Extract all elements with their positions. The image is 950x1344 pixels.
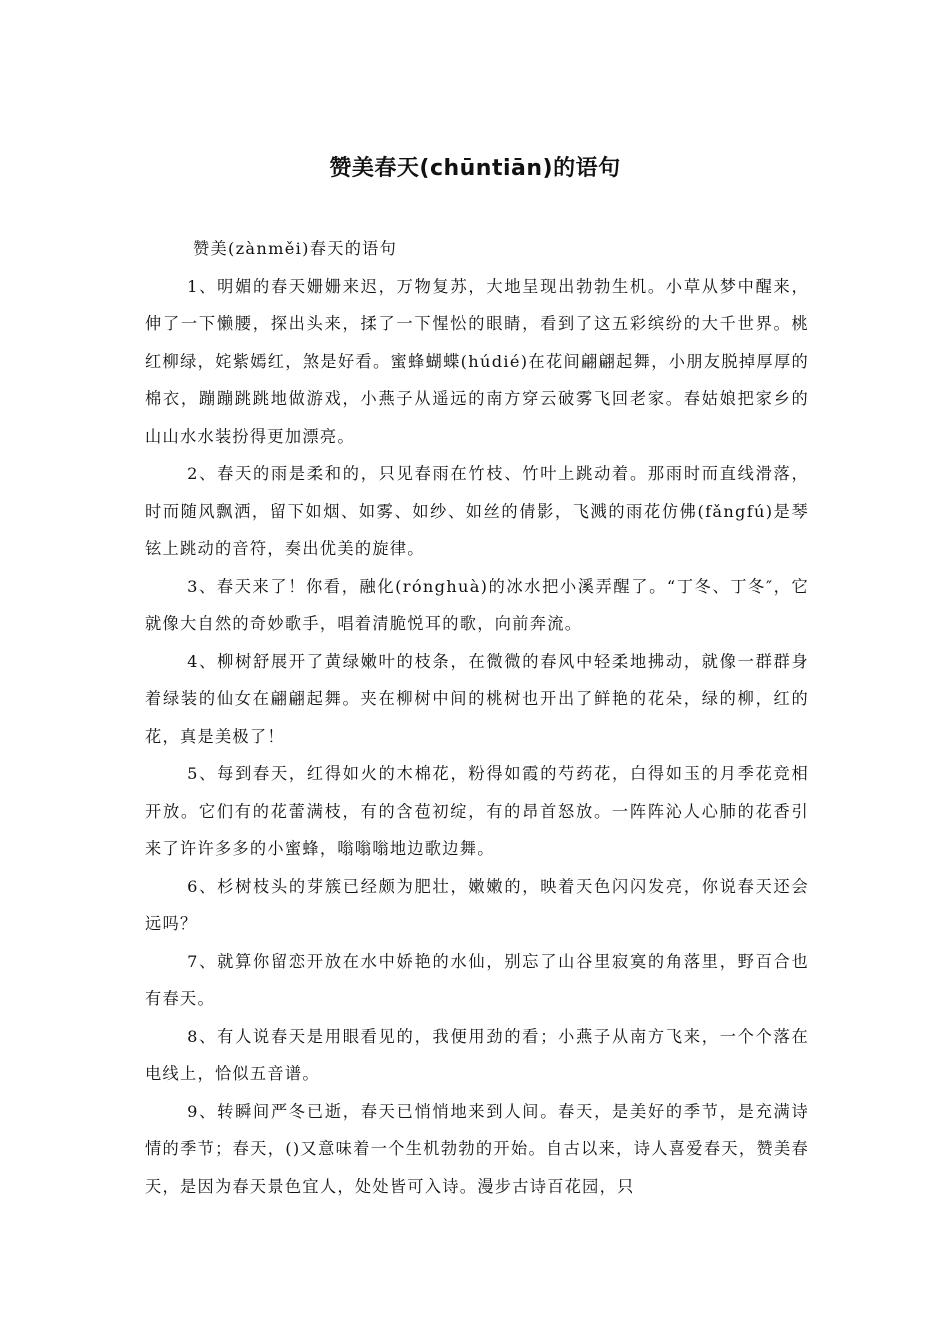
paragraph-4: 4、柳树舒展开了黄绿嫩叶的枝条，在微微的春风中轻柔地拂动，就像一群群身着绿装的仙女在翩翩起舞。夹在柳树中间的桃树也开出了鲜艳的花朵，绿的柳，红的花，真是美极了！ [145,651,809,746]
paragraph-8: 8、有人说春天是用眼看见的，我便用劲的看；小燕子从南方飞来，一个个落在电线上，恰似五音谱。 [145,1026,809,1083]
paragraph-6: 6、杉树枝头的芽簇已经颇为肥壮，嫩嫩的，映着天色闪闪发亮，你说春天还会远吗？ [145,876,809,933]
paragraph-1: 1、明媚的春天姗姗来迟，万物复苏，大地呈现出勃勃生机。小草从梦中醒来，伸了一下懒腰，探出头来，揉了一下惺忪的眼睛，看到了这五彩缤纷的大千世界。桃红柳绿，姹紫嫣红，煞是好看。蜜蜂蝴蝶(húdié)在花间翩翩起舞，小朋友脱掉厚厚的棉衣，蹦蹦跳跳地做游戏，小燕子从遥远的南方穿云破雾飞回老家。春姑娘把家乡的山山水水装扮得更加漂亮。 [145,276,809,446]
paragraph-7: 7、就算你留恋开放在水中娇艳的水仙，别忘了山谷里寂寞的角落里，野百合也有春天。 [145,951,809,1008]
document-subtitle: 赞美(zànměi)春天的语句 [193,239,398,258]
document-title: 赞美春天(chūntiān)的语句 [329,156,621,181]
document-body [145,230,809,1205]
paragraph-3: 3、春天来了！你看，融化(rónghuà)的冰水把小溪弄醒了。“丁冬、丁冬″，它就像大自然的奇妙歌手，唱着清脆悦耳的歌，向前奔流。 [145,576,809,633]
paragraph-9: 9、转瞬间严冬已逝，春天已悄悄地来到人间。春天，是美好的季节，是充满诗情的季节；春天，()又意味着一个生机勃勃的开始。自古以来，诗人喜爱春天，赞美春天，是因为春天景色宜人，处处皆可入诗。漫步古诗百花园，只 [145,1101,809,1196]
paragraph-5: 5、每到春天，红得如火的木棉花，粉得如霞的芍药花，白得如玉的月季花竞相开放。它们有的花蕾满枝，有的含苞初绽，有的昂首怒放。一阵阵沁人心肺的花香引来了许许多多的小蜜蜂，嗡嗡嗡地边歌边舞。 [145,764,809,858]
paragraph-2: 2、春天的雨是柔和的，只见春雨在竹枝、竹叶上跳动着。那雨时而直线滑落，时而随风飘洒，留下如烟、如雾、如纱、如丝的倩影，飞溅的雨花仿佛(fǎngfú)是琴铉上跳动的音符，奏出优美的旋律。 [145,464,809,558]
